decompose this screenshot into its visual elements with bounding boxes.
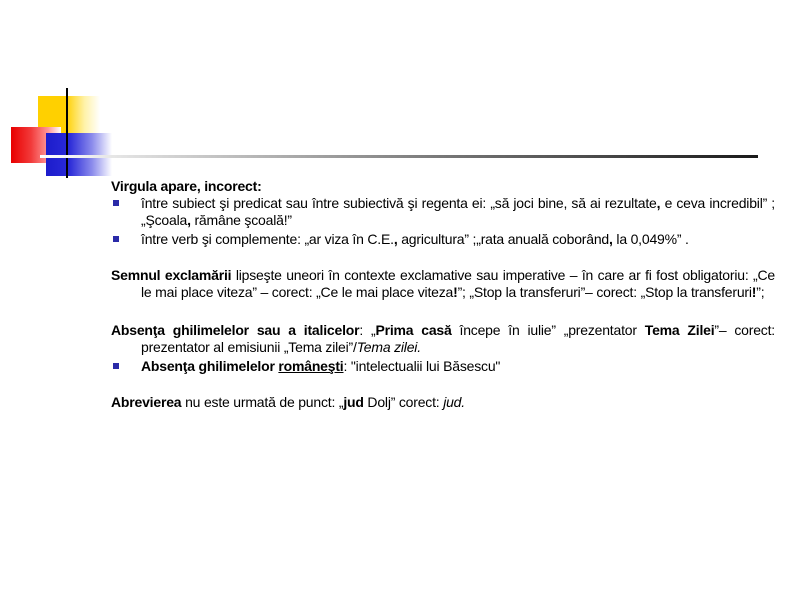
highlighted-comma: , (656, 195, 661, 211)
square-bullet-icon (113, 363, 119, 369)
square-bullet-icon (113, 236, 119, 242)
paragraph-ghilimele: Absenţa ghilimelelor sau a italicelor: „Prima casă începe în iulie” „prezentator Tema Zilei”– corect: prezentator al emisiunii „Tema zilei”/Tema zilei. (111, 322, 775, 355)
exclamation-mark: ! (453, 284, 458, 300)
square-bullet-icon (113, 200, 119, 206)
bullet-item: Absenţa ghilimelelor româneşti: "intelectualii lui Băsescu" (111, 358, 775, 375)
exclamation-mark: ! (751, 284, 757, 300)
bullet-text: agricultura” ;„rata anuală coborând (397, 231, 610, 247)
paragraph-abreviere: Abrevierea nu este urmată de punct: „jud Dolj” corect: jud. (111, 394, 465, 410)
term-bold-underlined: româneşti (278, 358, 344, 374)
bullet-text: rămâne şcoală!” (190, 212, 292, 228)
term-bold: Absenţa ghilimelelor (141, 358, 279, 374)
title-divider-line (40, 155, 758, 158)
bullet-text: la 0,049%” . (612, 231, 689, 247)
bullet-text: între subiect şi predicat sau între subiectivă şi regenta ei: „să joci bine, să ai rezultate (141, 195, 657, 211)
highlighted-comma: , (393, 231, 398, 247)
term-bold: Absenţa ghilimelelor sau a italicelor (111, 322, 360, 338)
highlighted-comma: , (609, 231, 613, 247)
bullet-text: e ceva incredibil” ; „Şcoala (141, 195, 775, 228)
decor-vertical-line (66, 88, 68, 178)
bullet-item (111, 231, 775, 248)
term-bold: Abrevierea (111, 394, 182, 410)
slide-body (111, 178, 775, 411)
bullet-item (111, 195, 775, 229)
section-heading-virgula: Virgula apare, incorect: (111, 178, 262, 194)
term-bold: Semnul exclamării (111, 267, 232, 283)
bullet-text: între verb şi complemente: „ar viza în C.E. (141, 231, 394, 247)
paragraph-exclamare: Semnul exclamării lipseşte uneori în contexte exclamative sau imperative – în care ar fi fost obligatoriu: „Ce le mai place viteza” – corect: „Ce le mai place viteza!”; „Stop la transferuri”– corect: „Stop la transferuri!”; (111, 267, 775, 300)
highlighted-comma: , (187, 212, 191, 228)
